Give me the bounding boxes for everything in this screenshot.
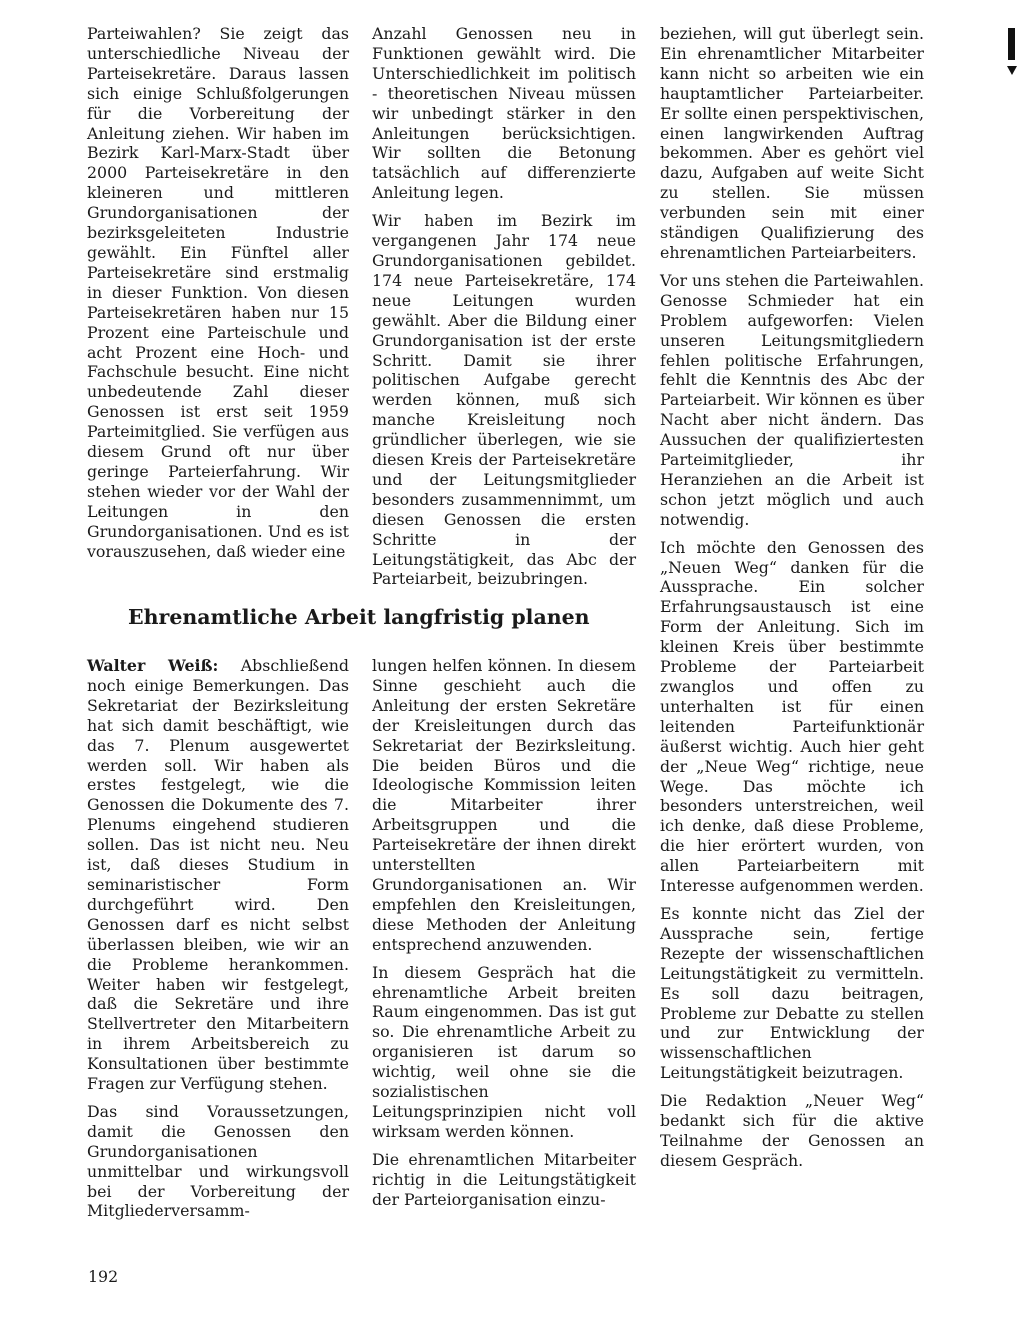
column-1-bottom <box>87 656 349 1229</box>
paragraph: Die Redaktion „Neuer Weg“ bedankt sich für die aktive Teilnahme der Genossen an diesem Gespräch. <box>660 1091 924 1170</box>
paragraph: Parteiwahlen? Sie zeigt das unterschiedliche Niveau der Parteisekretäre. Daraus lassen sich einige Schlußfolgerungen für die Vorbereitung der Anleitung ziehen. Wir haben im Bezirk Karl-Marx-Stadt über 2000 Parteisekretäre in den kleineren und mittleren Grundorganisationen der bezirksgeleiteten Industrie gewählt. Ein Fünftel aller Parteisekretäre sind erstmalig in dieser Funktion. Von diesen Parteisekretären haben nur 15 Prozent eine Parteischule und acht Prozent eine Hoch- und Fachschule besucht. Eine nicht unbedeutende Zahl dieser Genossen ist erst seit 1959 Parteimitglied. Sie verfügen aus diesem Grund oft nur über geringe Parteierfahrung. Wir stehen wieder vor der Wahl der Leitungen in den Grundorganisationen. Und es ist vorauszusehen, daß wieder eine <box>87 24 349 561</box>
paragraph: Es konnte nicht das Ziel der Aussprache sein, fertige Rezepte der wissenschaftlichen Leitungstätigkeit zu vermitteln. Es soll dazu beitragen, Probleme zur Debatte zu stellen und zur Entwicklung der wissenschaftlichen Leitungstätigkeit beizutragen. <box>660 903 924 1083</box>
column-2-bottom <box>372 656 636 1217</box>
edge-mark-icon <box>1005 28 1019 78</box>
paragraph: lungen helfen können. In diesem Sinne geschieht auch die Anleitung der ersten Sekretäre der Kreisleitungen durch das Sekretariat der Bezirksleitung. Die beiden Büros und die Ideologische Kommission leiten die Mitarbeiter ihrer Arbeitsgruppen und die Parteisekretäre der ihnen direkt unterstellten Grundorganisationen an. Wir empfehlen den Kreisleitungen, diese Methoden der Anleitung entsprechend anzuwenden. <box>372 656 636 954</box>
paragraph: Das sind Voraussetzungen, damit die Genossen den Grundorganisationen unmittelbar und wirkungsvoll bei der Vorbereitung der Mitgliederversamm- <box>87 1101 349 1221</box>
paragraph-text: Abschließend noch einige Bemerkungen. Das Sekretariat der Bezirksleitung hat sich damit beschäftigt, wie das 7. Plenum ausgewertet werden soll. Wir haben als erstes festgelegt, wie die Genossen die Dokumente des 7. Plenums eingehend studieren sollen. Das ist nicht neu. Neu ist, daß dieses Studium in seminaristischer Form durchgeführt wird. Den Genossen darf es nicht selbst überlassen bleiben, wie wir an die Probleme herankommen. Weiter haben wir festgelegt, daß die Sekretäre und ihre Stellvertreter den Mitarbeitern in ihrem Arbeitsbereich zu Konsultationen über bestimmte Fragen zur Verfügung stehen. <box>87 656 349 1094</box>
paragraph: Ich möchte den Genossen des „Neuen Weg“ danken für die Aussprache. Ein solcher Erfahrungsaustausch ist eine Form der Anleitung. Sich im kleinen Kreis über bestimmte Probleme der Parteiarbeit zwanglos und offen zu unterhalten ist für einen leitenden Parteifunktionär äußerst wichtig. Auch hier geht der „Neue Weg“ richtige, neue Wege. Das möchte ich besonders unterstreichen, weil ich denke, daß diese Probleme, die hier erörtert wurden, von allen Parteiarbeitern mit Interesse aufgenommen werden. <box>660 537 924 896</box>
column-1-top <box>87 24 349 569</box>
paragraph: In diesem Gespräch hat die ehrenamtliche Arbeit breiten Raum eingenommen. Das ist gut so. Die ehrenamtliche Arbeit zu organisieren ist darum so wichtig, weil ohne sie die sozialistischen Leitungsprinzipien nicht voll wirksam werden können. <box>372 962 636 1141</box>
paragraph: Die ehrenamtlichen Mitarbeiter richtig in die Leitungstätigkeit der Parteiorganisation einzu- <box>372 1149 636 1209</box>
section-heading: Ehrenamtliche Arbeit langfristig planen <box>128 605 590 629</box>
paragraph-with-speaker <box>87 656 349 1094</box>
paragraph: Vor uns stehen die Parteiwahlen. Genosse Schmieder hat ein Problem aufgeworfen: Vielen unseren Leitungsmitgliedern fehlen politische Erfahrungen, fehlt die Kenntnis des Abc der Parteiarbeit. Wir können es über Nacht aber nicht ändern. Das Aussuchen der qualifiziertesten Parteimitglieder, ihr Heranziehen an die Arbeit ist schon jetzt möglich und auch notwendig. <box>660 270 924 529</box>
paragraph: Wir haben im Bezirk im vergangenen Jahr 174 neue Grundorganisationen gebildet. 174 neue Parteisekretäre, 174 neue Leitungen wurden gewählt. Aber die Bildung einer Grundorganisation ist der erste Schritt. Damit sie ihrer politischen Aufgabe gerecht werden können, muß sich manche Kreisleitung noch gründlicher überlegen, wie sie diesen Kreis der Parteisekretäre und der Leitungsmitglieder besonders zusammennimmt, um diesen Genossen die ersten Schritte in der Leitungstätigkeit, das Abc der Parteiarbeit, beizubringen. <box>372 211 636 589</box>
paragraph: Anzahl Genossen neu in Funktionen gewählt wird. Die Unterschiedlichkeit im politisch - theoretischen Niveau müssen wir unbedingt stärker in den Anleitungen berücksichtigen. Wir sollten die Betonung tatsächlich auf differenzierte Anleitung legen. <box>372 24 636 203</box>
column-2-top <box>372 24 636 597</box>
column-3 <box>660 24 924 1179</box>
paragraph: beziehen, will gut überlegt sein. Ein ehrenamtlicher Mitarbeiter kann nicht so arbeiten wie ein hauptamtlicher Parteiarbeiter. Er sollte einen perspektivischen, einen langwirkenden Auftrag bekommen. Aber es gehört viel dazu, Aufgaben auf weite Sicht zu stellen. Sie müssen verbunden sein mit einer ständigen Qualifizierung des ehrenamtlichen Parteiarbeiters. <box>660 24 924 262</box>
speaker-name: Walter Weiß: <box>87 656 219 675</box>
page-number: 192 <box>88 1267 119 1286</box>
